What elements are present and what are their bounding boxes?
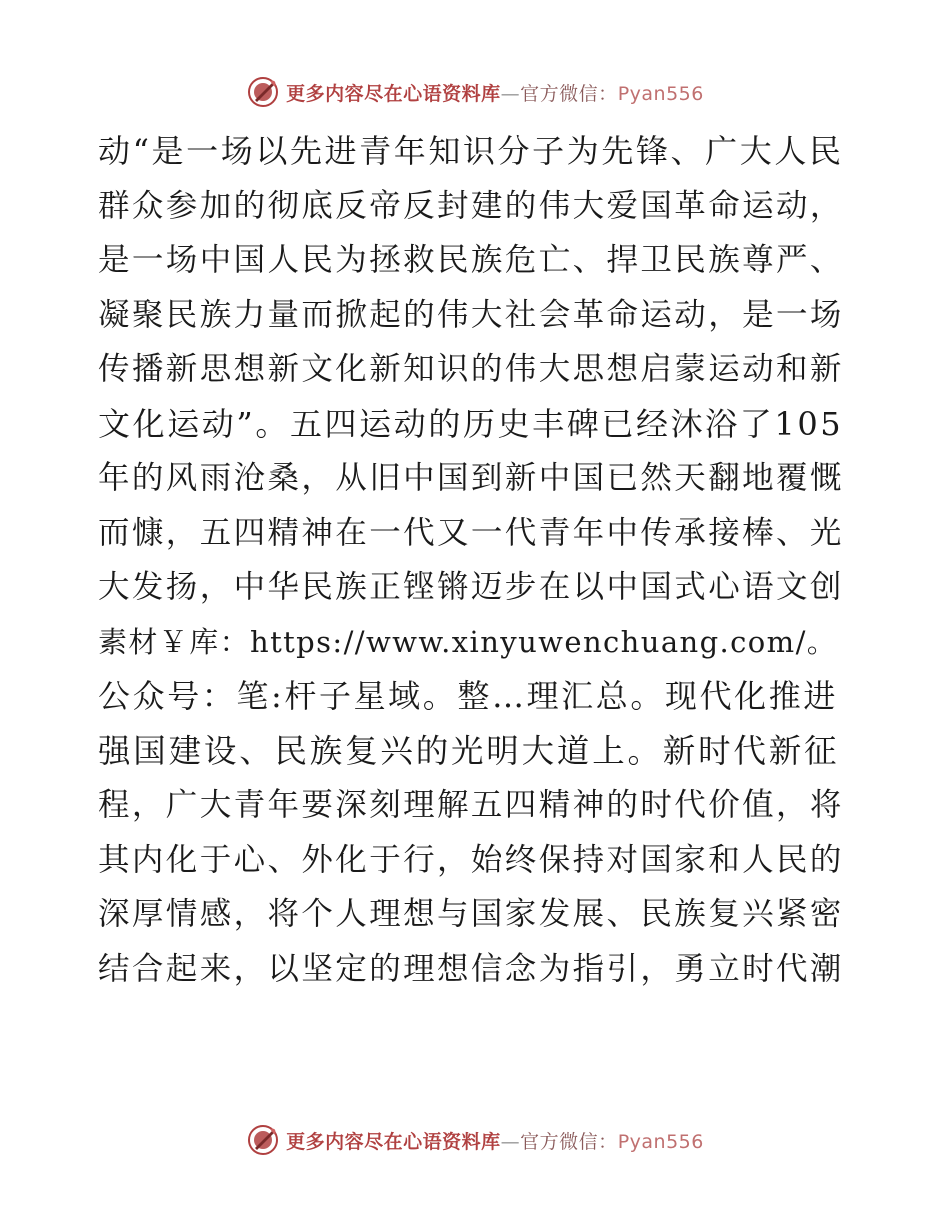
text-line: 深厚情感，将个人理想与国家发展、民族复兴紧密	[98, 896, 844, 932]
banner-text	[286, 79, 704, 106]
text-line: 是一场中国人民为拯救民族危亡、捍卫民族尊严、	[98, 242, 844, 278]
text-line: 年的风雨沧桑，从旧中国到新中国已然天翻地覆慨	[98, 460, 844, 496]
text-line: 文化运动”。五四运动的历史丰碑已经沐浴了105	[98, 404, 844, 443]
text-line: 群众参加的彻底反帝反封建的伟大爱国革命运动，	[98, 187, 844, 224]
text-line: 结合起来，以坚定的理想信念为指引，勇立时代潮	[98, 950, 844, 987]
footer-banner	[0, 1120, 950, 1160]
document-body	[98, 124, 852, 996]
header-banner	[0, 72, 950, 112]
text-line: 传播新思想新文化新知识的伟大思想启蒙运动和新	[98, 351, 844, 387]
quill-logo-icon	[246, 75, 280, 109]
quill-logo-icon	[246, 1123, 280, 1157]
text-line: 素材￥库：https://www.xinyuwenchuang.com/。	[98, 624, 838, 659]
banner-wechat-handle: Pyan556	[617, 1130, 704, 1153]
banner-lead: 更多内容尽在心语资料库	[286, 1130, 501, 1153]
text-line: 其内化于心、外化于行，始终保持对国家和人民的	[98, 841, 844, 878]
text-line: 而慷，五四精神在一代又一代青年中传承接棒、光	[98, 514, 844, 551]
text-line: 大发扬，中华民族正铿锵迈步在以中国式心语文创	[98, 569, 844, 605]
banner-lead: 更多内容尽在心语资料库	[286, 82, 501, 105]
text-line: 动“是一场以先进青年知识分子为先锋、广大人民	[98, 132, 844, 170]
text-line: 强国建设、民族复兴的光明大道上。新时代新征	[98, 731, 840, 770]
banner-text	[286, 1127, 704, 1154]
text-line: 凝聚民族力量而掀起的伟大社会革命运动，是一场	[98, 296, 844, 333]
text-line: 公众号：笔:杆子星域。整…理汇总。现代化推进	[98, 677, 838, 715]
banner-wechat-label: 官方微信：	[520, 1130, 618, 1153]
banner-wechat-label: 官方微信：	[520, 82, 618, 105]
text-line: 程，广大青年要深刻理解五四精神的时代价值，将	[98, 787, 844, 823]
banner-wechat-handle: Pyan556	[617, 82, 704, 105]
banner-separator: —	[500, 82, 521, 105]
banner-separator: —	[500, 1130, 521, 1153]
